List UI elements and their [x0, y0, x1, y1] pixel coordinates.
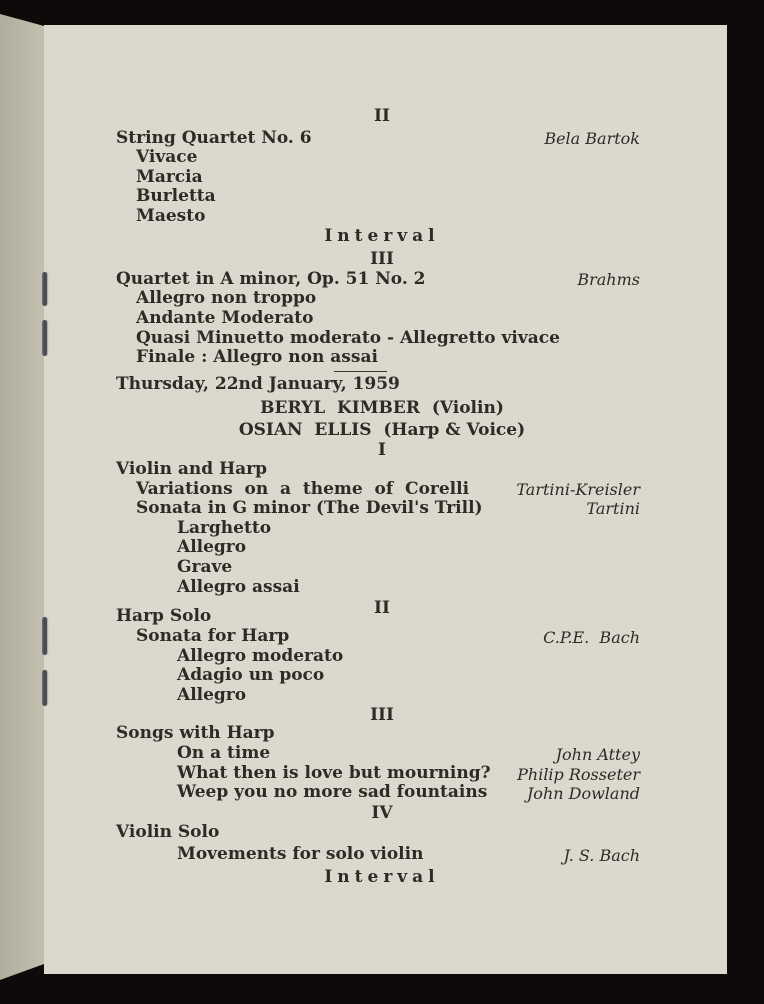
group-title: Songs with Harp [116, 723, 275, 743]
movement: Burletta [136, 186, 216, 206]
staple-icon [42, 272, 47, 306]
composer: John Attey [555, 745, 640, 764]
composer: Bela Bartok [544, 129, 640, 148]
composer: J. S. Bach [563, 846, 640, 865]
composer: C.P.E. Bach [543, 628, 640, 647]
section-heading-ii: II [374, 106, 390, 126]
section-heading-i: I [378, 440, 386, 460]
work-title: Sonata for Harp [136, 626, 290, 646]
composer: Brahms [577, 270, 640, 289]
divider-rule [334, 371, 387, 372]
composer: Tartini-Kreisler [516, 480, 640, 499]
movement: Allegro [177, 685, 247, 705]
interval-label: Interval [324, 867, 440, 887]
section-heading-ii: II [374, 598, 390, 618]
song-title: Weep you no more sad fountains [177, 782, 488, 802]
movement: Allegro [177, 537, 247, 557]
work-title: Quartet in A minor, Op. 51 No. 2 [116, 269, 426, 289]
movement: Quasi Minuetto moderato - Allegretto vivace [136, 328, 560, 348]
performer: BERYL KIMBER (Violin) [260, 398, 504, 418]
staple-icon [42, 670, 47, 706]
movement: Maesto [136, 206, 206, 226]
song-title: What then is love but mourning? [177, 763, 491, 783]
movement: Allegro non troppo [136, 288, 317, 308]
staple-icon [42, 320, 47, 356]
movement: Grave [177, 557, 233, 577]
concert-date: Thursday, 22nd January, 1959 [116, 374, 400, 394]
section-heading-iii: III [370, 705, 394, 725]
movement: Allegro assai [177, 577, 300, 597]
composer: Tartini [586, 499, 640, 518]
work-title: String Quartet No. 6 [116, 128, 312, 148]
movement: Andante Moderato [136, 308, 314, 328]
movement: Finale : Allegro non assai [136, 347, 378, 367]
group-title: Violin and Harp [116, 459, 267, 479]
song-title: On a time [177, 743, 271, 763]
staple-icon [42, 617, 47, 655]
performer: OSIAN ELLIS (Harp & Voice) [238, 420, 526, 440]
movement: Allegro moderato [177, 646, 344, 666]
section-heading-iii: III [370, 249, 394, 269]
interval-label: Interval [324, 226, 440, 246]
section-heading-iv: IV [371, 803, 393, 823]
work-title: Variations on a theme of Corelli [136, 479, 470, 499]
previous-page-edge [0, 14, 44, 980]
work-title: Sonata in G minor (The Devil's Trill) [136, 498, 483, 518]
group-title: Violin Solo [116, 822, 220, 842]
composer: John Dowland [526, 784, 640, 803]
work-title: Movements for solo violin [177, 844, 424, 864]
movement: Larghetto [177, 518, 272, 538]
movement: Vivace [136, 147, 198, 167]
composer: Philip Rosseter [517, 765, 640, 784]
group-title: Harp Solo [116, 606, 212, 626]
movement: Adagio un poco [177, 665, 325, 685]
movement: Marcia [136, 167, 203, 187]
